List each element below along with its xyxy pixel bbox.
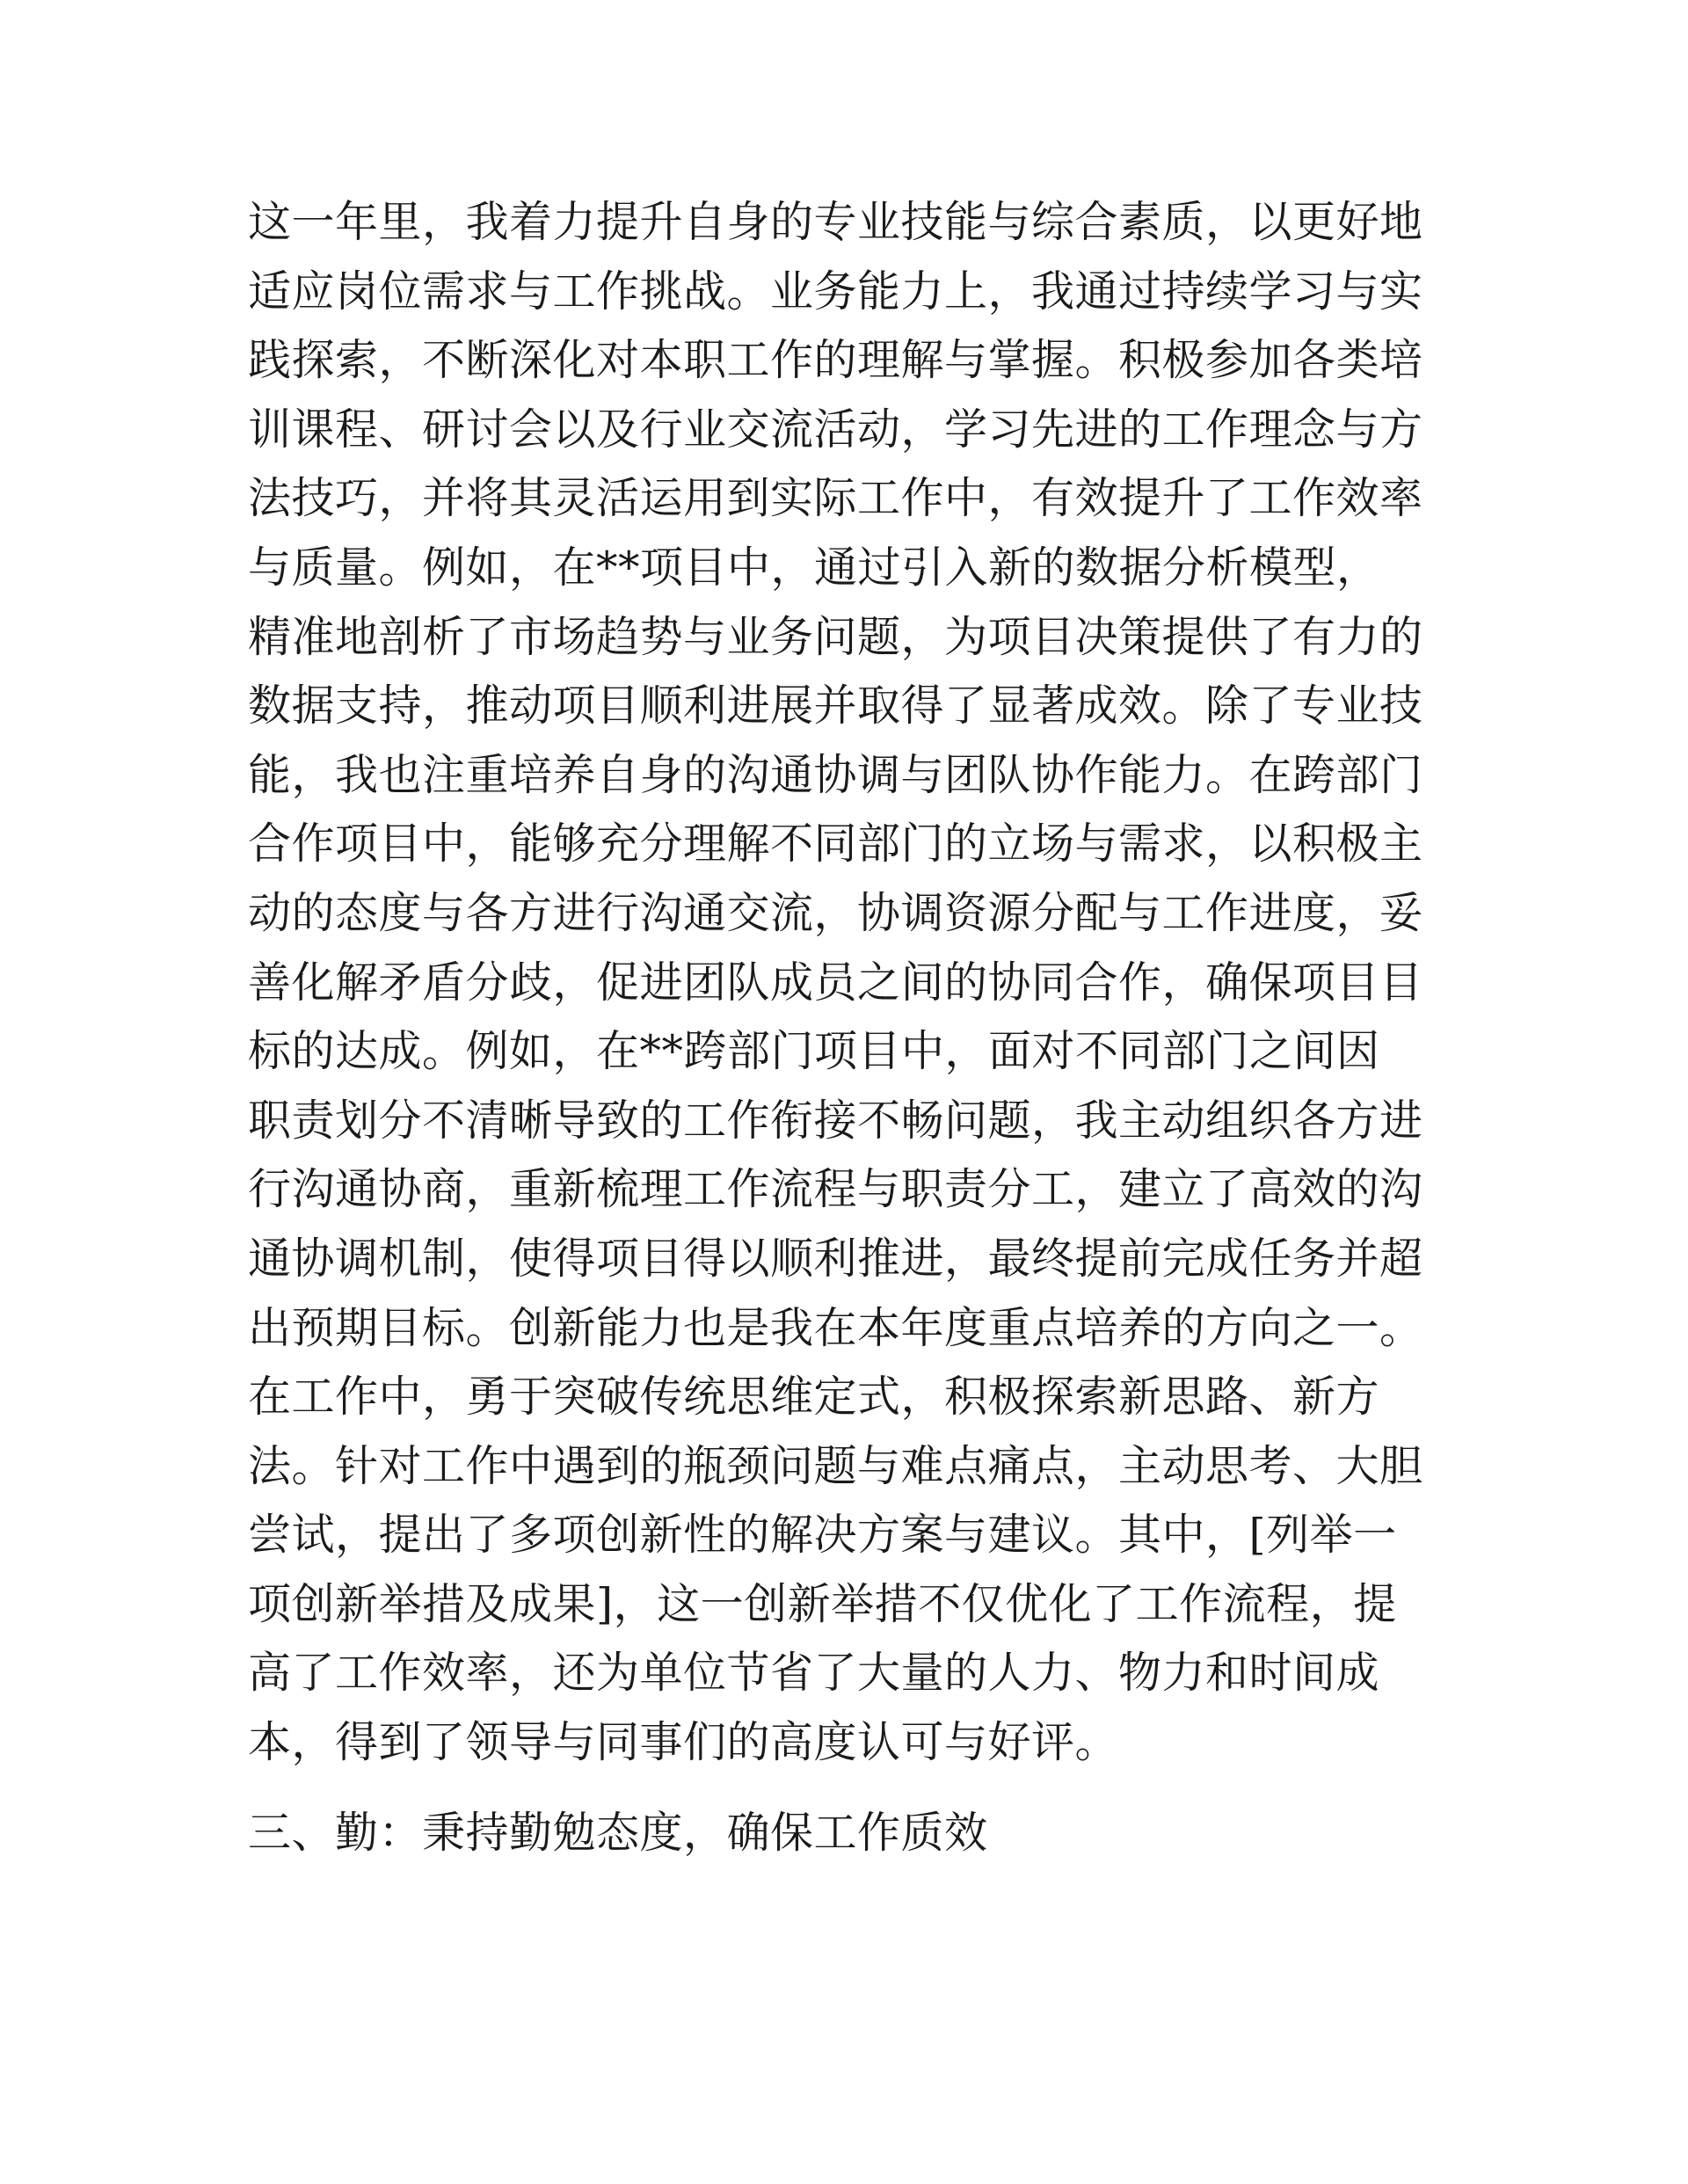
paragraph-line: 训课程、研讨会以及行业交流活动，学习先进的工作理念与方 [248,404,1423,455]
paragraph-line: 精准地剖析了市场趋势与业务问题，为项目决策提供了有力的 [248,611,1423,662]
paragraph-line: 尝试，提出了多项创新性的解决方案与建议。其中，[列举一 [248,1510,1397,1561]
paragraph-line: 与质量。例如，在**项目中，通过引入新的数据分析模型， [248,542,1380,593]
paragraph-line: 出预期目标。创新能力也是我在本年度重点培养的方向之一。 [248,1302,1423,1353]
paragraph-line: 高了工作效率，还为单位节省了大量的人力、物力和时间成 [248,1648,1380,1699]
paragraph-line: 法技巧，并将其灵活运用到实际工作中，有效提升了工作效率 [248,473,1423,524]
paragraph-line: 行沟通协商，重新梳理工作流程与职责分工，建立了高效的沟 [248,1164,1423,1215]
paragraph-line: 能，我也注重培养自身的沟通协调与团队协作能力。在跨部门 [248,749,1423,800]
paragraph-line: 践探索，不断深化对本职工作的理解与掌握。积极参加各类培 [248,335,1423,386]
paragraph-line: 本，得到了领导与同事们的高度认可与好评。 [248,1717,1119,1768]
paragraph-line: 通协调机制，使得项目得以顺利推进，最终提前完成任务并超 [248,1233,1423,1284]
paragraph-line: 合作项目中，能够充分理解不同部门的立场与需求，以积极主 [248,819,1423,870]
paragraph-line: 数据支持，推动项目顺利进展并取得了显著成效。除了专业技 [248,681,1423,732]
body-paragraph [248,188,1444,1778]
paragraph-line: 适应岗位需求与工作挑战。业务能力上，我通过持续学习与实 [248,266,1423,317]
paragraph-line: 在工作中，勇于突破传统思维定式，积极探索新思路、新方 [248,1372,1380,1423]
paragraph-line: 这一年里，我着力提升自身的专业技能与综合素质，以更好地 [248,197,1423,247]
paragraph-line: 善化解矛盾分歧，促进团队成员之间的协同合作，确保项目目 [248,957,1423,1008]
paragraph-line: 职责划分不清晰导致的工作衔接不畅问题，我主动组织各方进 [248,1095,1423,1146]
paragraph-line: 动的态度与各方进行沟通交流，协调资源分配与工作进度，妥 [248,887,1423,938]
section-heading: 三、勤：秉持勤勉态度，确保工作质效 [248,1808,988,1858]
paragraph-line: 项创新举措及成果]，这一创新举措不仅优化了工作流程，提 [248,1578,1397,1629]
paragraph-line: 标的达成。例如，在**跨部门项目中，面对不同部门之间因 [248,1026,1380,1077]
paragraph-line: 法。针对工作中遇到的瓶颈问题与难点痛点，主动思考、大胆 [248,1440,1423,1491]
